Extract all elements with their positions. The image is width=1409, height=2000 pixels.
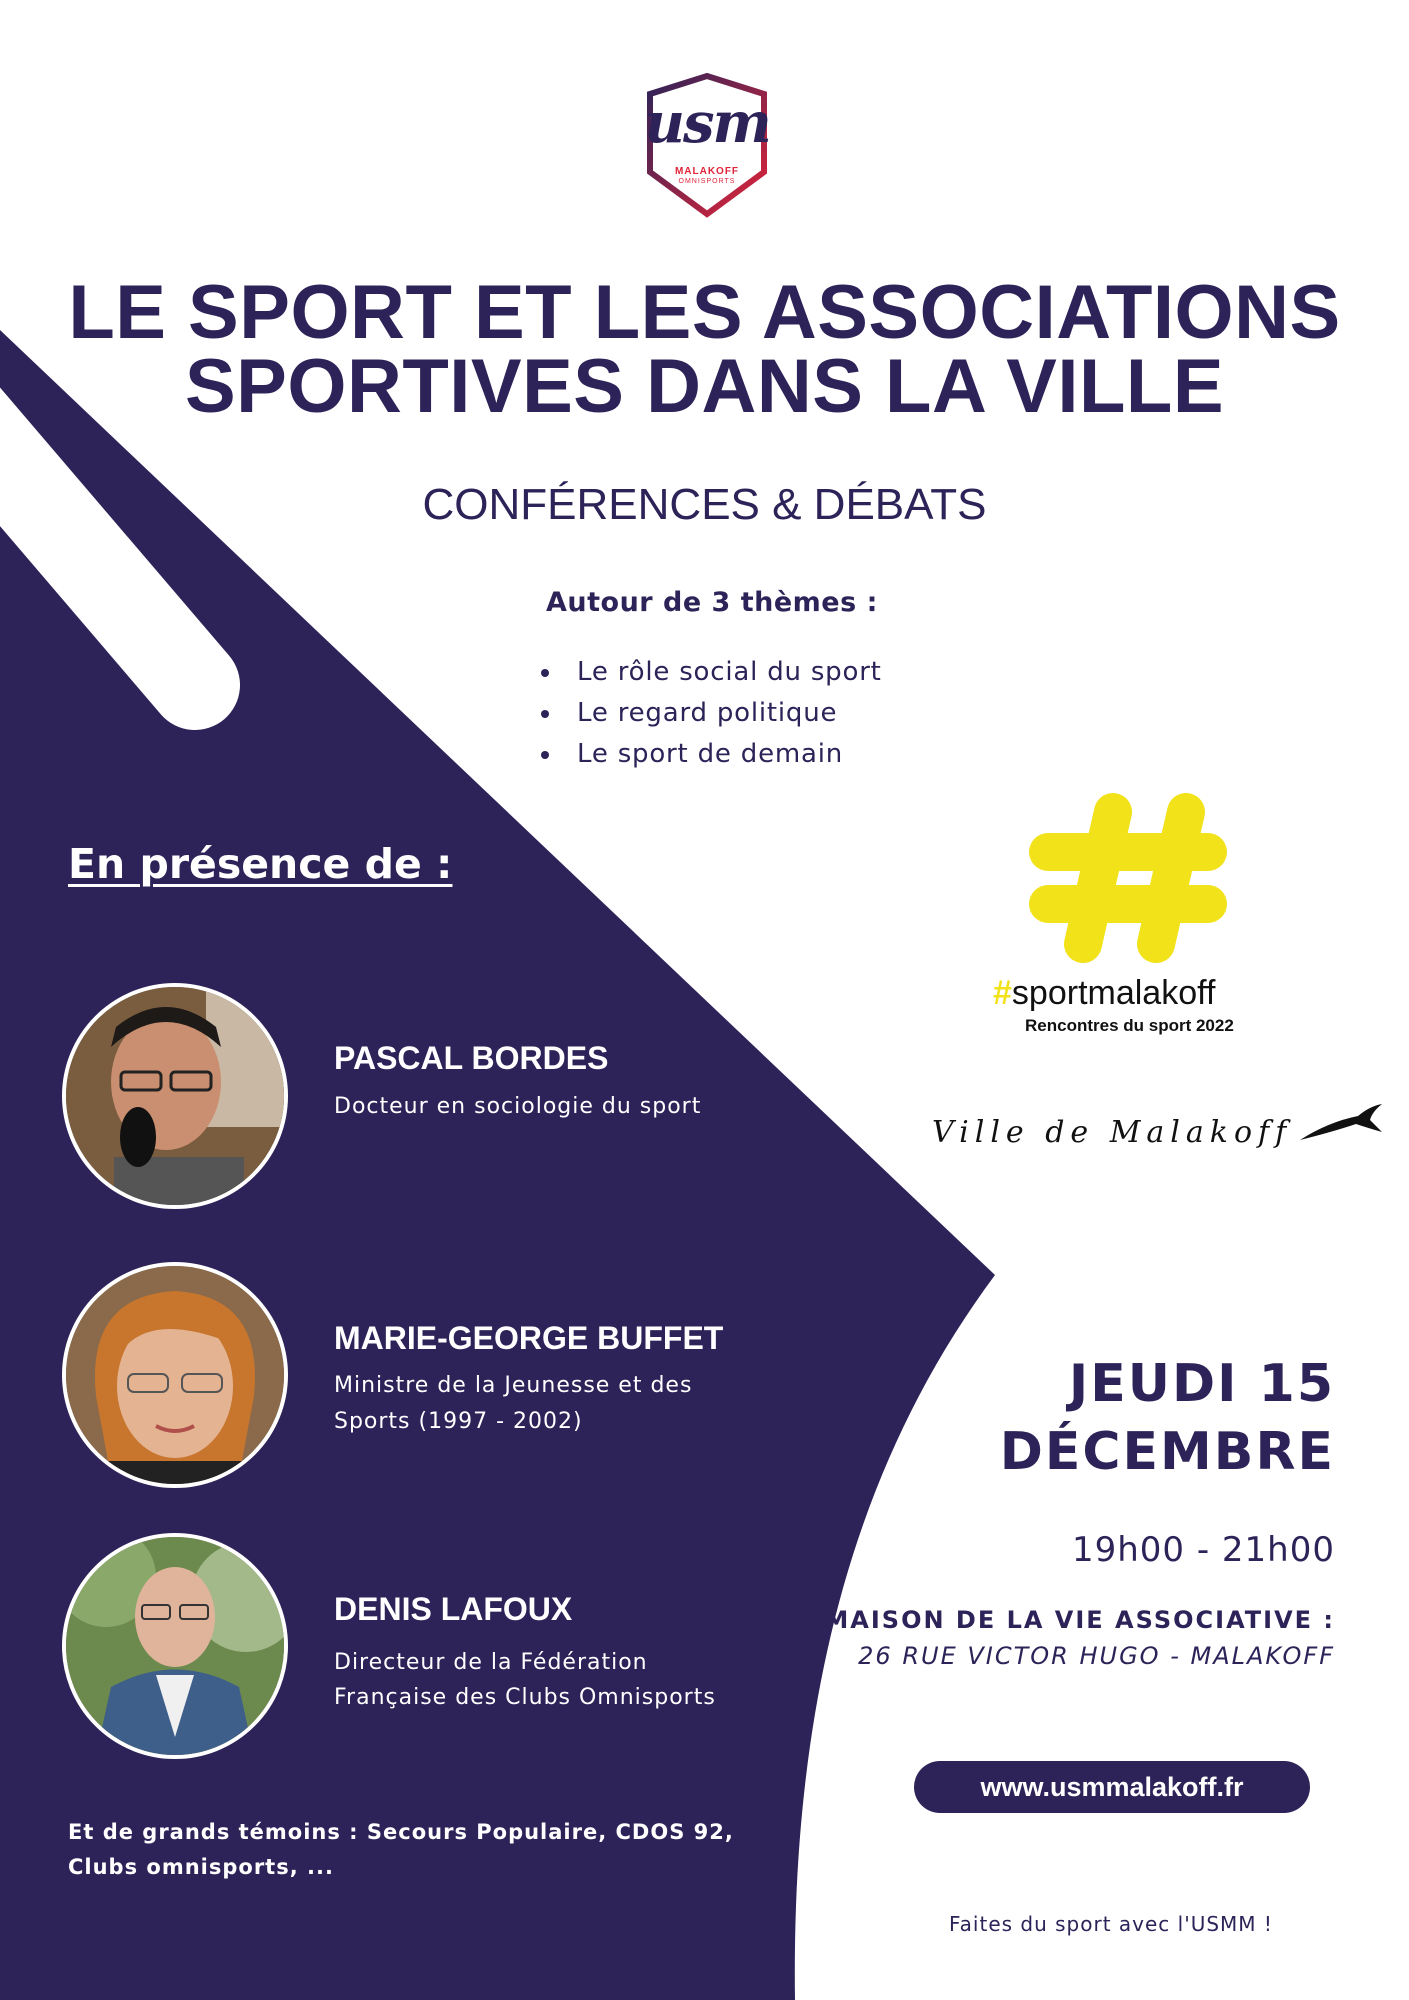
- logo-line1: MALAKOFF: [674, 166, 740, 177]
- logo-monogram: usm: [644, 90, 770, 156]
- themes-title: Autour de 3 thèmes :: [546, 587, 878, 618]
- hashtag-symbol: #: [993, 974, 1012, 1012]
- speaker-role: Docteur en sociologie du sport: [334, 1094, 702, 1119]
- witnesses-line2: Clubs omnisports, ...: [68, 1855, 334, 1879]
- speaker-role: Ministre de la Jeunesse et des: [334, 1373, 693, 1398]
- speaker-name: MARIE-GEORGE BUFFET: [334, 1320, 724, 1356]
- website-link[interactable]: www.usmmalakoff.fr: [914, 1761, 1310, 1813]
- hashtag-label: [993, 974, 1215, 1013]
- main-title-line2: SPORTIVES DANS LA VILLE: [184, 344, 1225, 429]
- avatar-marie-george-buffet: [62, 1262, 288, 1488]
- event-date-line2: DÉCEMBRE: [999, 1422, 1335, 1482]
- swallow-icon: [1298, 1102, 1384, 1146]
- speakers-heading: En présence de :: [68, 840, 453, 888]
- avatar-denis-lafoux: [62, 1533, 288, 1759]
- hashtag-text: sportmalakoff: [1011, 974, 1216, 1012]
- theme-item: Le sport de demain: [541, 734, 882, 775]
- rencontres-label: Rencontres du sport 2022: [1025, 1016, 1234, 1035]
- speaker-role: Sports (1997 - 2002): [334, 1409, 583, 1434]
- slogan: Faites du sport avec l'USMM !: [949, 1912, 1273, 1936]
- hashtag-icon: [1028, 792, 1228, 964]
- speaker-name: DENIS LAFOUX: [334, 1591, 573, 1627]
- theme-item: Le regard politique: [541, 693, 882, 734]
- venue-name: MAISON DE LA VIE ASSOCIATIVE :: [824, 1606, 1335, 1634]
- logo-line2: OMNISPORTS: [678, 178, 736, 185]
- main-title-line1: LE SPORT ET LES ASSOCIATIONS: [68, 270, 1341, 355]
- event-time: 19h00 - 21h00: [1071, 1530, 1335, 1570]
- witnesses-line1: Et de grands témoins : Secours Populaire, CDOS 92,: [68, 1820, 734, 1844]
- event-date-line1: JEUDI 15: [1068, 1354, 1335, 1414]
- avatar-pascal-bordes: [62, 983, 288, 1209]
- themes-list: [541, 652, 882, 775]
- ville-de-malakoff-logo: Ville de Malakoff: [932, 1115, 1293, 1150]
- usm-logo: [642, 72, 772, 218]
- speaker-role: Française des Clubs Omnisports: [334, 1685, 716, 1710]
- theme-item: Le rôle social du sport: [541, 652, 882, 693]
- subtitle: CONFÉRENCES & DÉBATS: [422, 480, 987, 529]
- speaker-role: Directeur de la Fédération: [334, 1650, 648, 1675]
- speaker-name: PASCAL BORDES: [334, 1040, 609, 1076]
- venue-address: 26 RUE VICTOR HUGO - MALAKOFF: [858, 1642, 1335, 1670]
